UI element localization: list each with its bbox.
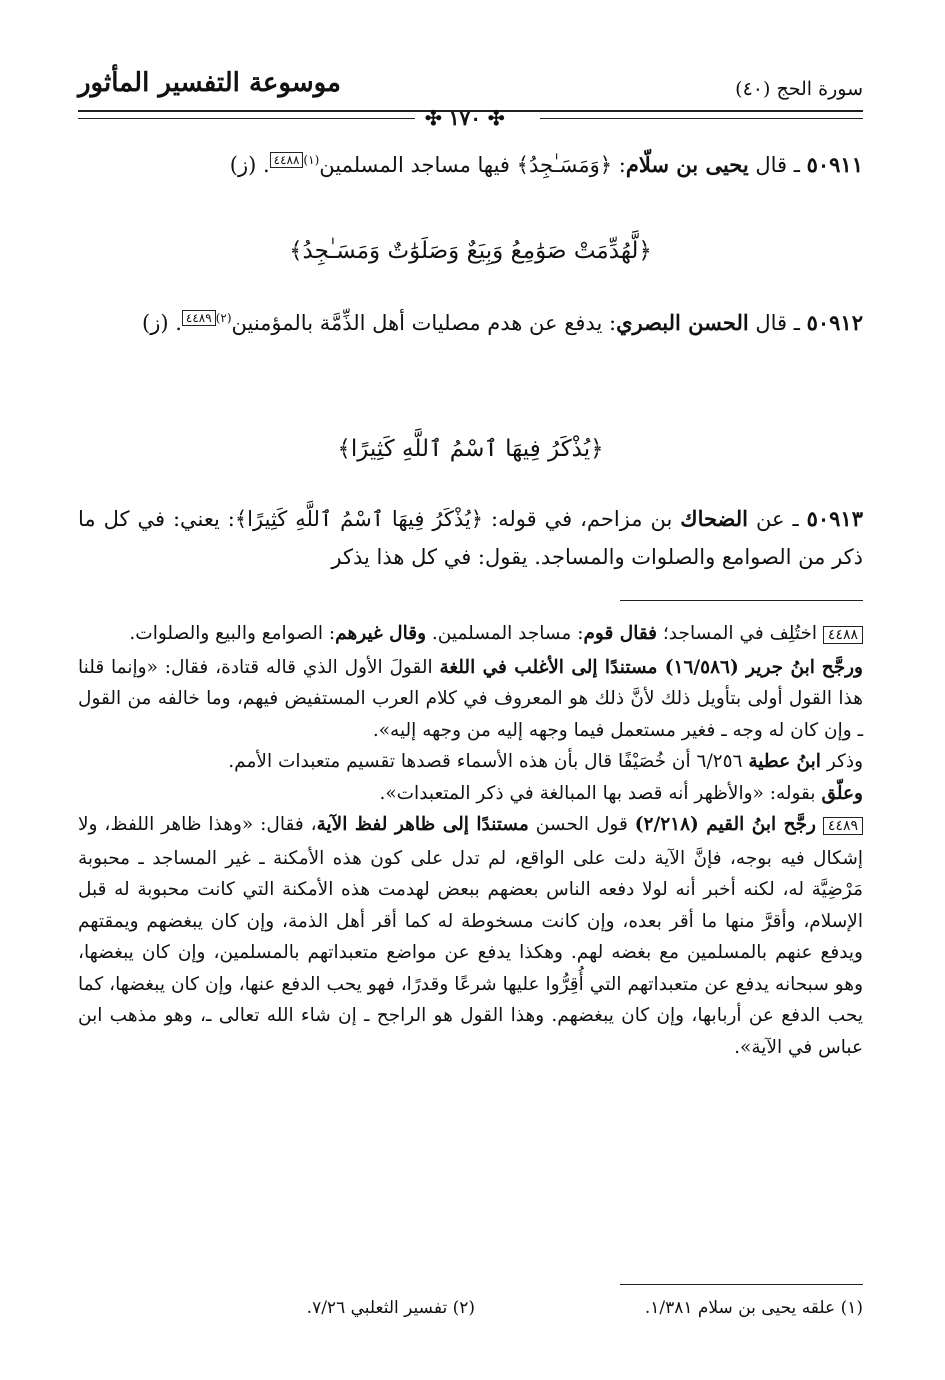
entry-text: : يدفع عن هدم مصليات أهل الذِّمَّة بالمؤمنين bbox=[231, 311, 617, 335]
note-text: وذكر bbox=[826, 751, 863, 772]
page-ornament-right: ✣ bbox=[480, 106, 505, 130]
page-ornament-left: ✣ bbox=[425, 106, 449, 130]
verse-heading-2: ﴿يُذْكَرُ فِيهَا ٱسْمُ ٱللَّهِ كَثِيرًا﴾ bbox=[337, 436, 604, 462]
note-text: اختُلِف في المساجد؛ bbox=[662, 623, 818, 644]
entry-number: ٥٠٩١٣ bbox=[806, 506, 863, 531]
note-text: القولَ الأول الذي قاله قتادة، فقال: «وإنما قلنا هذا القول أولى بتأويل ذلك لأنَّ ذلك هو المعروف في كلام العرب المستفيض فيهم، وما خالفه من القول ـ وإن كان له وجه ـ فغير مستعمل فيما وجهه إليه من وجهه إليه». bbox=[78, 656, 863, 741]
narrator-name: الحسن البصري bbox=[616, 310, 749, 335]
note-bold: ابنُ عطية bbox=[748, 751, 821, 772]
note-bold: رجَّح ابنُ القيم (٢/٢١٨) bbox=[634, 814, 816, 835]
entry-text: بن مزاحم، في قوله: ﴿يُذْكَرُ فِيهَا ٱسْمُ ٱللَّهِ كَثِيرًا﴾: يعني: في كل ما ذكر من الصوامع والصلوات والمساجد. يقول: في كل هذا يذكر bbox=[78, 507, 863, 569]
entry-50912 bbox=[78, 304, 863, 342]
entry-50911 bbox=[78, 146, 863, 184]
note-bold: مستندًا إلى ظاهر لفظ الآية bbox=[316, 814, 529, 835]
dash: ـ bbox=[787, 153, 800, 177]
surah-name: سورة الحج bbox=[776, 78, 863, 100]
notes-separator bbox=[620, 600, 863, 601]
note-4489 bbox=[78, 809, 863, 1063]
entry-pre: قال bbox=[755, 153, 788, 177]
entry-tail: . (ز) bbox=[229, 153, 270, 177]
note-text: : مساجد المسلمين. bbox=[431, 623, 584, 644]
note-4488 bbox=[78, 618, 863, 652]
note-text: ٦/٢٥٦ أن خُصَيْفًا قال بأن هذه الأسماء قصدها تقسيم متعبدات الأمم. bbox=[228, 751, 743, 772]
footnote-marker: (٢) bbox=[215, 311, 232, 325]
footnote-marker: (١) bbox=[303, 153, 320, 167]
entry-tail: . (ز) bbox=[142, 311, 182, 335]
entry-number: ٥٠٩١٢ bbox=[806, 310, 863, 335]
header-rule-left bbox=[78, 118, 415, 119]
note-bold: وقال غيرهم bbox=[335, 623, 427, 644]
dash: ـ bbox=[787, 311, 800, 335]
note-text: قول الحسن bbox=[535, 814, 628, 835]
tarjih-ibn-jarir bbox=[78, 652, 863, 747]
entry-number: ٥٠٩١١ bbox=[806, 152, 863, 177]
entry-50913 bbox=[78, 500, 863, 576]
footnote-2: (٢) تفسير الثعلبي ٧/٢٦. bbox=[306, 1298, 475, 1318]
verse-heading-1: ﴿لَّهُدِّمَتْ صَوَٰمِعُ وَبِيَعٌ وَصَلَوَٰتٌ وَمَسَـٰجِدُ﴾ bbox=[289, 238, 652, 264]
note-bold: وعلّق bbox=[821, 782, 863, 804]
narrator-name: الضحاك bbox=[680, 506, 749, 531]
note-ref-box: ٤٤٨٩ bbox=[182, 310, 216, 326]
book-title: موسوعة التفسير المأثور bbox=[78, 68, 341, 98]
entry-pre: عن bbox=[755, 507, 785, 531]
page-number-value: ١٧٠ bbox=[448, 106, 481, 130]
note-text: بقوله: «والأظهر أنه قصد بها المبالغة في ذكر المتعبدات». bbox=[379, 782, 816, 804]
note-box-4488: ٤٤٨٨ bbox=[823, 626, 863, 644]
note-box-4489: ٤٤٨٩ bbox=[823, 817, 863, 835]
note-ref-box: ٤٤٨٨ bbox=[270, 152, 304, 168]
note-text: : الصوامع والبيع والصلوات. bbox=[129, 623, 336, 644]
header-rule-right bbox=[540, 118, 863, 119]
ibn-atiya-note bbox=[78, 746, 863, 778]
note-text: ، فقال: «وهذا ظاهر اللفظ، ولا إشكال فيه بوجه، فإنَّ الآية دلت على الواقع، لم تدل على كون هذه الأمكنة ـ غير المساجد ـ محبوبة مَرْضِيَّة له، لكنه أخبر أنه لولا دفعه الناس بعضهم ببعض لهدمت هذه الأمكنة التي كانت محبوبة له قبل الإسلام، وأقرَّ منها ما أقر بعده، وإن كانت مسخوطة له كما أقر أهل الذمة، وإن كان يبغضهم ويمقتهم ويدفع عنهم بالمسلمين مع بغضه لهم. وهكذا يدفع عن مواضع متعبداتهم بالمسلمين، وإن كان يبغضها، وهو سبحانه يدفع عن متعبداتهم التي أُقِرُّوا عليها شرعًا وقدرًا، فهو يحب الدفع عنها، وإن كان يبغضها، كما يحب الدفع عن أربابها، وإن كان يبغضهم. وهذا القول هو الراجح ـ إن شاء الله تعالى ـ، وهو مذهب ابن عباس في الآية». bbox=[78, 814, 863, 1058]
note-bold: ابنُ جرير (١٦/٥٨٦) مستندًا إلى الأغلب في اللغة bbox=[439, 656, 815, 678]
page-number bbox=[425, 106, 505, 130]
narrator-name: يحيى بن سلّام bbox=[625, 152, 749, 177]
entry-pre: قال bbox=[755, 311, 788, 335]
entry-text: : ﴿وَمَسَـٰجِدُ﴾ فيها مساجد المسلمين bbox=[319, 153, 626, 177]
dash: ـ bbox=[784, 507, 799, 531]
footnote-separator bbox=[620, 1284, 863, 1285]
allaq-note bbox=[78, 778, 863, 810]
footnote-1: (١) علقه يحيى بن سلام ١/٣٨١. bbox=[644, 1298, 863, 1318]
note-bold: ورجَّح bbox=[821, 656, 863, 678]
verse-number: (٤٠) bbox=[735, 78, 771, 100]
note-bold: فقال قوم bbox=[583, 623, 658, 644]
surah-heading bbox=[735, 78, 863, 100]
notes-block bbox=[78, 618, 863, 1063]
